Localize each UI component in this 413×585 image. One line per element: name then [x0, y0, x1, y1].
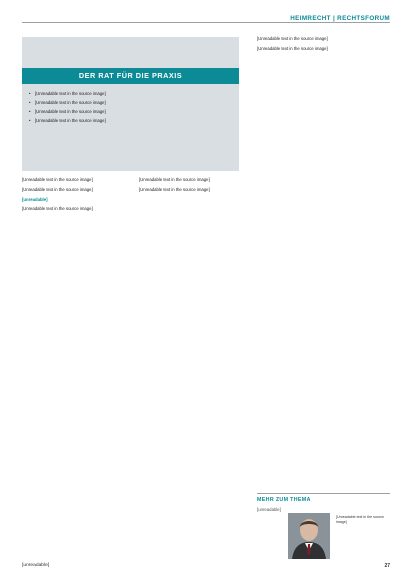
practice-tip-title: DER RAT FÜR DIE PRAXIS: [22, 68, 239, 84]
more-subtitle: [unreadable]: [257, 507, 281, 512]
practice-tip-item: • [Unreadable text in the source image]: [35, 117, 234, 124]
article-paragraph: [Unreadable text in the source image]: [139, 177, 210, 182]
article-paragraph: [Unreadable text in the source image]: [139, 186, 210, 192]
article-paragraph: [Unreadable text in the source image]: [22, 177, 93, 182]
practice-tip-item: • [Unreadable text in the source image]: [35, 108, 234, 115]
page-number: 27: [384, 563, 390, 569]
article-paragraph: [Unreadable text in the source image]: [22, 186, 93, 192]
article-column-left: [22, 177, 130, 216]
author-portrait-icon: [288, 513, 330, 559]
article-paragraph: [Unreadable text in the source image]: [257, 36, 328, 41]
author-photo: [288, 513, 330, 559]
practice-tip-list: [28, 90, 234, 126]
practice-tip-item: • [Unreadable text in the source image]: [35, 99, 234, 106]
more-rule: [257, 493, 390, 494]
article-column-middle: [139, 177, 249, 197]
article-paragraph: [Unreadable text in the source image]: [22, 206, 93, 212]
header-rule: [22, 22, 390, 23]
author-bio: [Unreadable text in the source image]: [336, 515, 384, 525]
footer-issue: [unreadable]: [22, 563, 50, 568]
article-column-right: [257, 36, 390, 56]
practice-tip-item: • [Unreadable text in the source image]: [35, 90, 234, 97]
section-label: HEIMRECHT | RECHTSFORUM: [290, 15, 390, 22]
article-subheading: [unreadable]: [22, 196, 48, 202]
article-paragraph: [Unreadable text in the source image]: [257, 45, 328, 51]
more-title: MEHR ZUM THEMA: [257, 497, 311, 503]
